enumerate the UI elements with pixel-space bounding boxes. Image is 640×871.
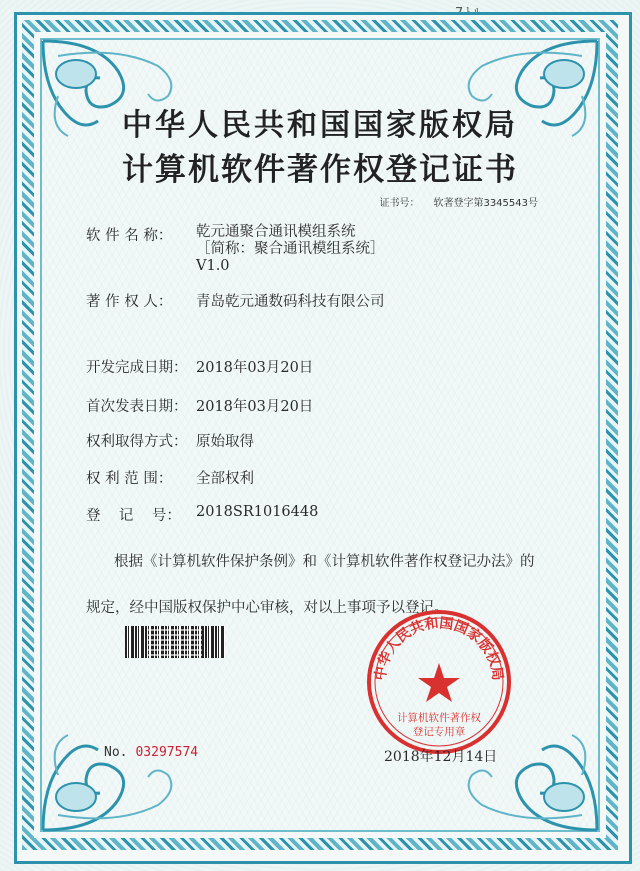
registration-number-label: 登 记 号： xyxy=(86,508,181,524)
acquisition-method-value: 原始取得 xyxy=(196,434,254,450)
copyright-owner-label: 著 作 权 人： xyxy=(86,294,173,310)
seal-inner-line-1: 计算机软件著作权 xyxy=(397,712,481,724)
first-publication-date-label: 首次发表日期： xyxy=(86,399,188,415)
statement-line-1: 根据《计算机软件保护条例》和《计算机软件著作权登记办法》的 xyxy=(114,554,535,570)
rights-scope-label: 权 利 范 围： xyxy=(86,471,173,487)
statement-line-2: 规定，经中国版权保护中心审核，对以上事项予以登记。 xyxy=(86,600,449,616)
rights-scope-value: 全部权利 xyxy=(196,471,254,487)
copyright-owner-row xyxy=(86,290,385,311)
certificate-number-value: 软著登字第3345543号 xyxy=(433,198,538,209)
registration-number-row xyxy=(86,504,318,525)
issuer-title: 中华人民共和国国家版权局 xyxy=(122,108,518,143)
acquisition-method-row xyxy=(86,430,254,451)
serial-value: 03297574 xyxy=(135,745,199,760)
serial-label: No. xyxy=(104,745,128,760)
copyright-owner-value: 青岛乾元通数码科技有限公司 xyxy=(196,294,385,310)
serial-number xyxy=(104,745,198,760)
issue-date: 2018年12月14日 xyxy=(384,749,498,765)
software-version-line: V1.0 xyxy=(196,258,230,274)
dev-completion-date-value: 2018年03月20日 xyxy=(196,360,314,376)
dev-completion-date-label: 开发完成日期： xyxy=(86,360,188,376)
certificate-number xyxy=(379,194,538,209)
software-name-row xyxy=(86,224,385,275)
seal-inner-line-2: 登记专用章 xyxy=(412,726,466,738)
first-publication-date-value: 2018年03月20日 xyxy=(196,399,314,415)
barcode xyxy=(125,626,225,658)
certificate-number-label: 证书号： xyxy=(379,198,420,209)
acquisition-method-label: 权利取得方式： xyxy=(86,434,188,450)
software-name-short-line: ［简称：聚合通讯模组系统］ xyxy=(196,241,385,257)
official-seal xyxy=(364,607,514,757)
rights-scope-row xyxy=(86,467,254,488)
seal-outer-text: 中华人民共和国国家版权局 xyxy=(372,615,506,682)
software-name-label: 软 件 名 称： xyxy=(86,228,173,244)
dev-completion-date-row xyxy=(86,356,313,377)
first-publication-date-row xyxy=(86,395,313,416)
software-name-value xyxy=(196,224,385,275)
certificate-title: 计算机软件著作权登记证书 xyxy=(122,152,518,188)
seal-star-icon xyxy=(418,663,460,702)
registration-number-value: 2018SR1016448 xyxy=(196,504,319,520)
software-name-line: 乾元通聚合通讯模组系统 xyxy=(196,224,356,240)
corner-ornament-bottom-left xyxy=(38,725,188,835)
